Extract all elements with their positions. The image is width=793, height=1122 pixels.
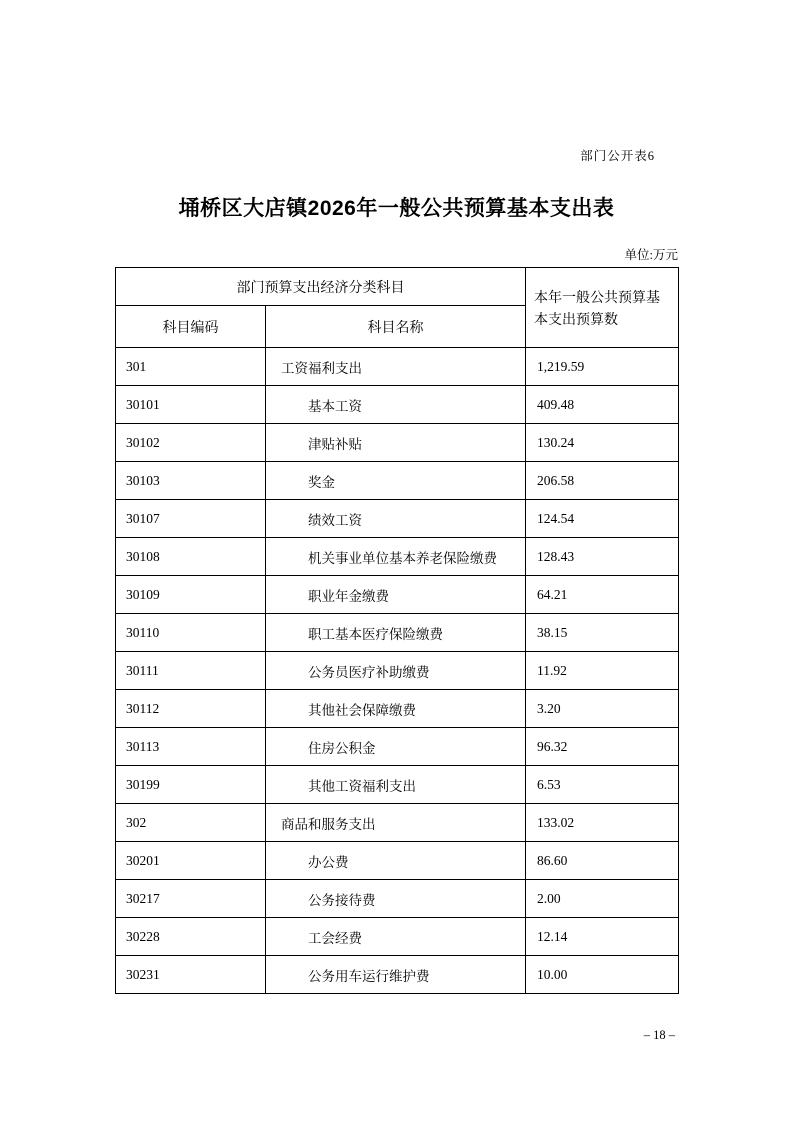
subject-code: 30109 xyxy=(116,576,266,614)
subject-name: 绩效工资 xyxy=(266,500,526,538)
subject-name: 奖金 xyxy=(266,462,526,500)
subject-code: 30228 xyxy=(116,918,266,956)
subject-code: 30217 xyxy=(116,880,266,918)
amount-value: 124.54 xyxy=(526,500,679,538)
amount-value: 409.48 xyxy=(526,386,679,424)
subject-name: 公务接待费 xyxy=(266,880,526,918)
header-name: 科目名称 xyxy=(266,306,526,348)
table-row xyxy=(116,500,679,538)
subject-name: 住房公积金 xyxy=(266,728,526,766)
subject-name: 职业年金缴费 xyxy=(266,576,526,614)
amount-value: 1,219.59 xyxy=(526,348,679,386)
table-row xyxy=(116,842,679,880)
subject-code: 30231 xyxy=(116,956,266,994)
table-row xyxy=(116,348,679,386)
amount-value: 133.02 xyxy=(526,804,679,842)
header-amount-line2: 本支出预算数 xyxy=(534,310,618,327)
table-row xyxy=(116,880,679,918)
subject-name: 其他社会保障缴费 xyxy=(266,690,526,728)
budget-table xyxy=(115,267,679,994)
subject-name: 其他工资福利支出 xyxy=(266,766,526,804)
table-row xyxy=(116,766,679,804)
table-row xyxy=(116,576,679,614)
amount-value: 11.92 xyxy=(526,652,679,690)
header-group-title: 部门预算支出经济分类科目 xyxy=(116,268,526,306)
table-row xyxy=(116,804,679,842)
subject-name: 机关事业单位基本养老保险缴费 xyxy=(266,538,526,576)
amount-value: 38.15 xyxy=(526,614,679,652)
header-row-group xyxy=(116,268,679,306)
subject-name: 基本工资 xyxy=(266,386,526,424)
subject-code: 30199 xyxy=(116,766,266,804)
subject-code: 30102 xyxy=(116,424,266,462)
table-row xyxy=(116,652,679,690)
table-row xyxy=(116,386,679,424)
subject-name: 津贴补贴 xyxy=(266,424,526,462)
unit-label: 单位:万元 xyxy=(624,248,678,262)
subject-code: 30112 xyxy=(116,690,266,728)
subject-name: 职工基本医疗保险缴费 xyxy=(266,614,526,652)
subject-name: 商品和服务支出 xyxy=(266,804,526,842)
subject-name: 工会经费 xyxy=(266,918,526,956)
table-row xyxy=(116,424,679,462)
table-body xyxy=(116,348,679,994)
table-row xyxy=(116,462,679,500)
subject-code: 30111 xyxy=(116,652,266,690)
table-row xyxy=(116,614,679,652)
subject-code: 30108 xyxy=(116,538,266,576)
header-amount-line1: 本年一般公共预算基 xyxy=(534,288,660,305)
subject-name: 公务用车运行维护费 xyxy=(266,956,526,994)
amount-value: 128.43 xyxy=(526,538,679,576)
amount-value: 96.32 xyxy=(526,728,679,766)
amount-value: 6.53 xyxy=(526,766,679,804)
subject-code: 30201 xyxy=(116,842,266,880)
table-row xyxy=(116,918,679,956)
header-amount xyxy=(526,268,679,348)
subject-code: 30107 xyxy=(116,500,266,538)
subject-code: 30110 xyxy=(116,614,266,652)
header-code: 科目编码 xyxy=(116,306,266,348)
amount-value: 130.24 xyxy=(526,424,679,462)
doc-label: 部门公开表6 xyxy=(580,149,655,163)
subject-name: 公务员医疗补助缴费 xyxy=(266,652,526,690)
subject-code: 30103 xyxy=(116,462,266,500)
subject-name: 办公费 xyxy=(266,842,526,880)
subject-code: 30113 xyxy=(116,728,266,766)
amount-value: 3.20 xyxy=(526,690,679,728)
table-row xyxy=(116,538,679,576)
amount-value: 206.58 xyxy=(526,462,679,500)
page-number: – 18 – xyxy=(643,1028,675,1042)
amount-value: 10.00 xyxy=(526,956,679,994)
table-row xyxy=(116,956,679,994)
subject-code: 302 xyxy=(116,804,266,842)
subject-code: 30101 xyxy=(116,386,266,424)
subject-name: 工资福利支出 xyxy=(266,348,526,386)
page-title: 埇桥区大店镇2026年一般公共预算基本支出表 xyxy=(178,197,615,220)
table-row xyxy=(116,690,679,728)
subject-code: 301 xyxy=(116,348,266,386)
amount-value: 64.21 xyxy=(526,576,679,614)
table-header xyxy=(116,268,679,348)
amount-value: 12.14 xyxy=(526,918,679,956)
amount-value: 86.60 xyxy=(526,842,679,880)
amount-value: 2.00 xyxy=(526,880,679,918)
table-row xyxy=(116,728,679,766)
